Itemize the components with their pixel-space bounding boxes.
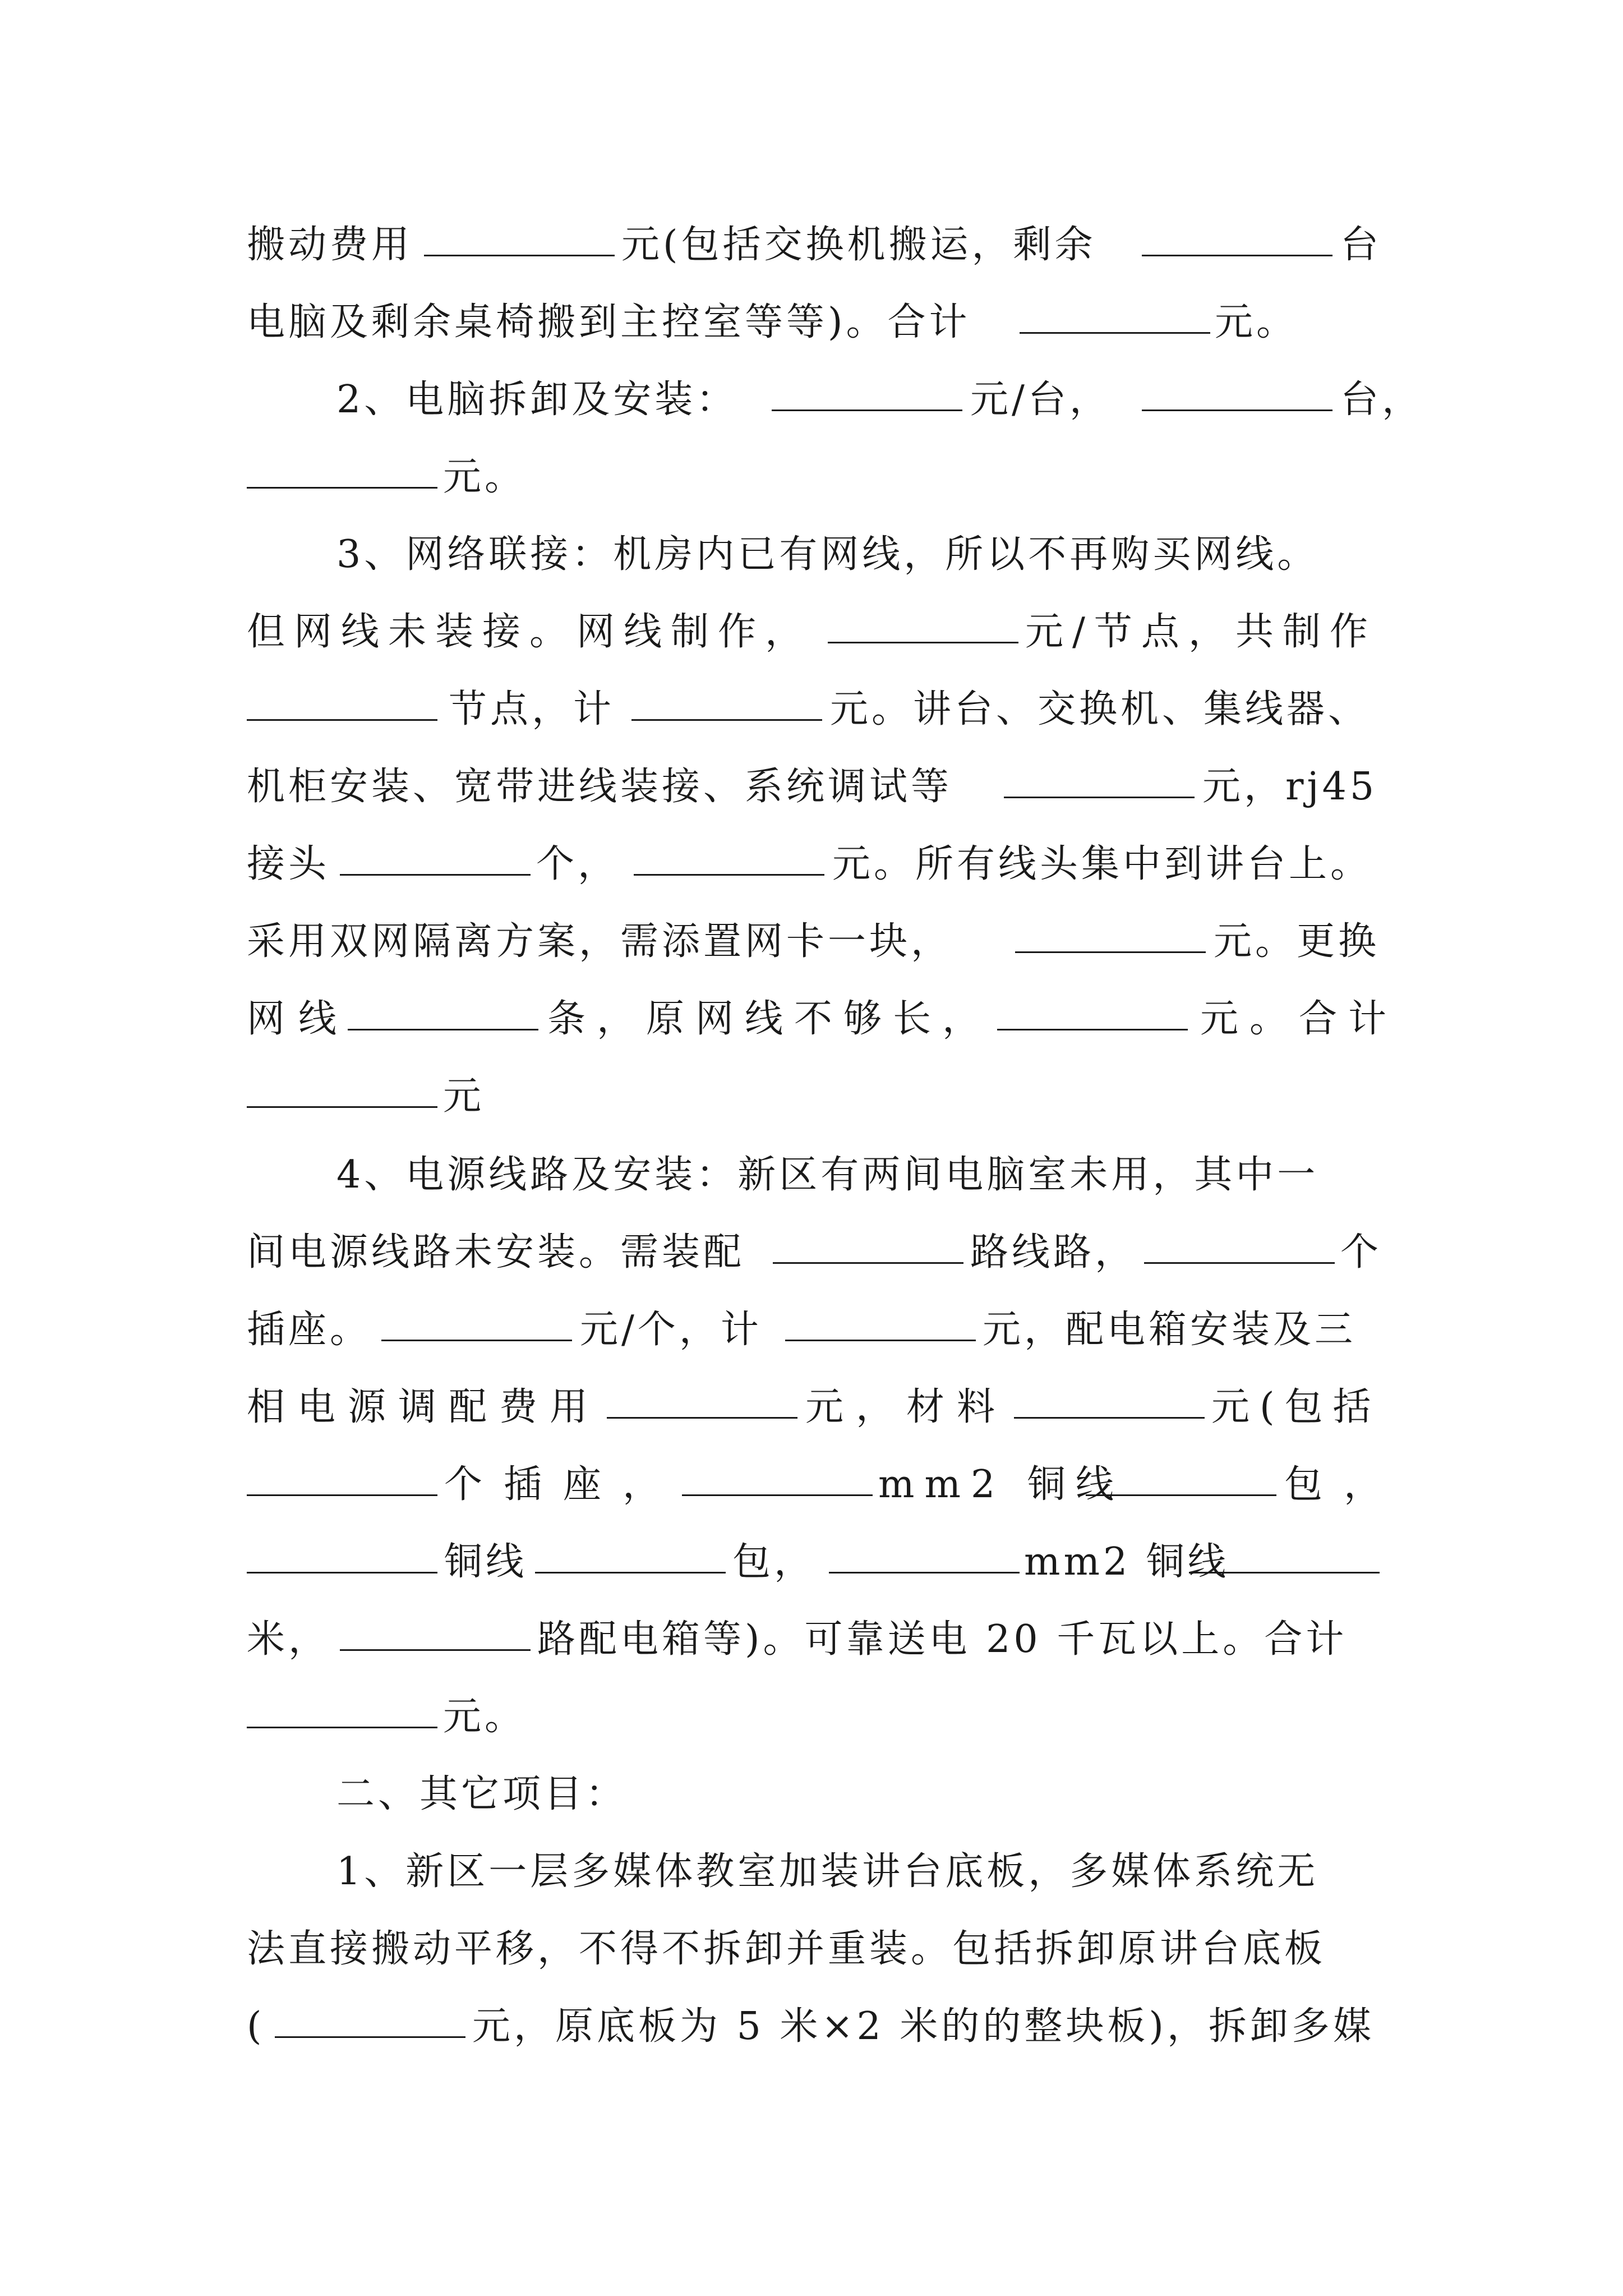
fill-blank: [340, 1649, 531, 1651]
fill-blank: [1142, 409, 1332, 411]
text-segment: 米，: [247, 1617, 330, 1662]
text-segment: 路线路，: [970, 1230, 1137, 1274]
fill-blank: [247, 1572, 437, 1573]
fill-blank: [828, 642, 1018, 643]
text-segment: 元/节点，共制作: [1025, 610, 1377, 654]
fill-blank: [772, 409, 962, 411]
text-segment: 间电源线路未安装。需装配: [247, 1230, 745, 1274]
text-segment: 包，: [732, 1540, 816, 1584]
fill-blank: [340, 874, 531, 876]
text-line: [0, 756, 1623, 818]
fill-blank: [785, 1340, 976, 1341]
text-line: [0, 524, 1623, 586]
text-line: [0, 834, 1623, 895]
text-line: [0, 214, 1623, 276]
fill-blank: [275, 2036, 465, 2038]
text-segment: 元(包括交换机搬运，剩余: [621, 223, 1096, 267]
text-line: [0, 1299, 1623, 1361]
text-line: [0, 1531, 1623, 1593]
text-segment: 包，: [1284, 1462, 1404, 1507]
fill-blank: [1015, 951, 1206, 953]
text-segment: 插座。: [247, 1308, 372, 1352]
text-segment: 机柜安装、宽带进线装接、系统调试等: [247, 765, 953, 809]
text-segment: 元。: [443, 1695, 527, 1739]
text-segment: 元/个，计: [580, 1308, 762, 1352]
text-segment: 节点，计: [449, 687, 615, 731]
text-segment: (: [247, 2004, 265, 2049]
fill-blank: [348, 1029, 538, 1030]
text-segment: 二、其它项目：: [336, 1772, 628, 1816]
text-line: [0, 1996, 1623, 2058]
text-segment: 网线: [247, 997, 351, 1041]
text-segment: 元，原底板为 5 米×2 米的的整块板)，拆卸多媒: [472, 2004, 1375, 2049]
text-line: [0, 1222, 1623, 1283]
text-line: [0, 1841, 1623, 1903]
text-segment: 元，材料: [805, 1385, 1008, 1429]
fill-blank: [1086, 1494, 1276, 1496]
fill-blank: [773, 1262, 963, 1264]
text-segment: 4、电源线路及安装：新区有两间电脑室未用，其中一: [336, 1153, 1319, 1197]
text-segment: 元。所有线头集中到讲台上。: [832, 842, 1372, 886]
text-line: [0, 1377, 1623, 1438]
fill-blank: [829, 1572, 1020, 1573]
text-line: [0, 292, 1623, 353]
text-segment: 元，rj45: [1202, 765, 1378, 809]
text-line: [0, 1609, 1623, 1671]
text-line: [0, 911, 1623, 973]
text-segment: mm2 铜线: [1024, 1540, 1229, 1584]
text-segment: 3、网络联接：机房内已有网线，所以不再购买网线。: [336, 532, 1319, 577]
text-segment: 元。合计: [1200, 997, 1398, 1041]
text-segment: 1、新区一层多媒体教室加装讲台底板，多媒体系统无: [336, 1849, 1319, 1894]
text-segment: 元: [443, 1074, 485, 1119]
fill-blank: [1189, 1572, 1380, 1573]
text-segment: 元。讲台、交换机、集线器、: [830, 687, 1370, 731]
text-line: [0, 988, 1623, 1050]
text-segment: 台: [1340, 223, 1382, 267]
text-segment: 电脑及剩余桌椅搬到主控室等等)。合计: [247, 300, 971, 344]
text-segment: 元。: [1215, 300, 1298, 344]
fill-blank: [634, 874, 824, 876]
text-line: [0, 1144, 1623, 1206]
text-segment: 元。更换: [1214, 919, 1380, 964]
text-segment: 法直接搬动平移，不得不拆卸并重装。包括拆卸原讲台底板: [247, 1927, 1326, 1971]
fill-blank: [682, 1494, 873, 1496]
text-line: [0, 1686, 1623, 1748]
fill-blank: [607, 1417, 797, 1419]
fill-blank: [535, 1572, 726, 1573]
text-segment: 个: [1340, 1230, 1382, 1274]
fill-blank: [247, 719, 437, 721]
text-line: [0, 369, 1623, 431]
text-segment: 条，原网线不够长，: [547, 997, 992, 1041]
text-line: [0, 601, 1623, 663]
text-line: [0, 1918, 1623, 1980]
text-segment: 元。: [443, 455, 527, 499]
text-line: [0, 447, 1623, 508]
fill-blank: [1004, 797, 1195, 798]
text-segment: 接头: [247, 842, 330, 886]
fill-blank: [1142, 255, 1332, 256]
section-heading: [0, 1764, 1623, 1825]
text-segment: 搬动费用: [247, 223, 413, 267]
text-segment: mm2 铜线: [878, 1462, 1124, 1507]
fill-blank: [1014, 1417, 1205, 1419]
text-line: [0, 679, 1623, 740]
fill-blank: [247, 1494, 437, 1496]
fill-blank: [631, 719, 822, 721]
fill-blank: [997, 1029, 1188, 1030]
text-segment: 2、电脑拆卸及安装：: [336, 378, 738, 422]
fill-blank: [1020, 332, 1210, 334]
text-segment: 但网线未装接。网线制作，: [247, 610, 813, 654]
text-segment: 个，: [536, 842, 620, 886]
text-line: [0, 1454, 1623, 1516]
fill-blank: [381, 1340, 572, 1341]
text-segment: 个插座，: [444, 1462, 683, 1507]
text-segment: 采用双网隔离方案，需添置网卡一块，: [247, 919, 953, 964]
text-segment: 元，配电箱安装及三: [983, 1308, 1357, 1352]
text-segment: 路配电箱等)。可靠送电 20 千瓦以上。合计: [537, 1617, 1348, 1662]
fill-blank: [424, 255, 615, 256]
text-segment: 相电源调配费用: [247, 1385, 601, 1429]
fill-blank: [247, 1106, 437, 1108]
fill-blank: [1144, 1262, 1335, 1264]
text-line: [0, 1066, 1623, 1128]
text-segment: 元/台，: [970, 378, 1111, 422]
text-segment: 台，: [1340, 378, 1424, 422]
fill-blank: [247, 1727, 437, 1728]
text-segment: 元(包括: [1211, 1385, 1381, 1429]
fill-blank: [247, 487, 437, 489]
text-segment: 铜线: [444, 1540, 528, 1584]
